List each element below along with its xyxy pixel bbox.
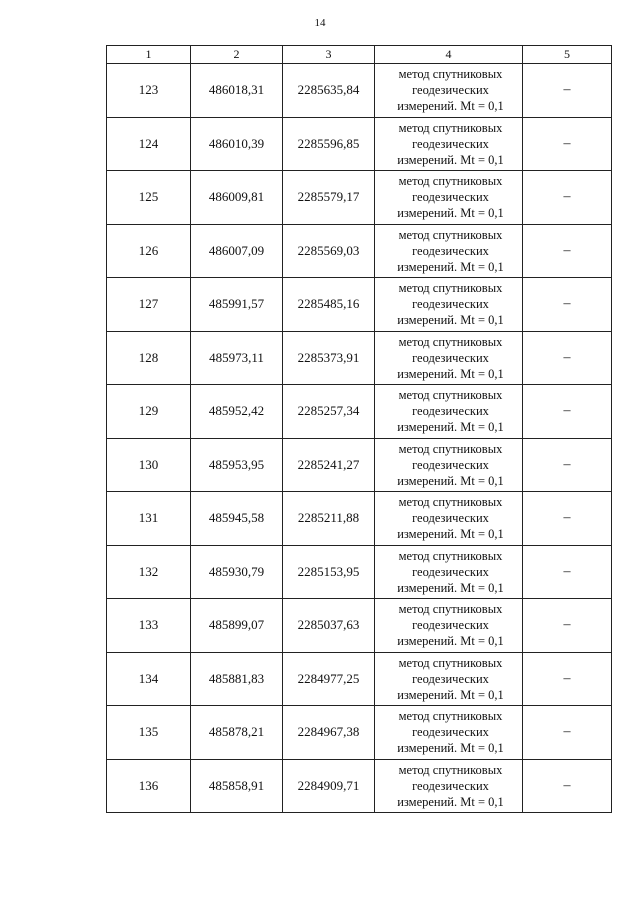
method-line: измерений. Mt = 0,1 [397, 687, 504, 702]
method-cell [375, 438, 523, 492]
point-number-cell: 136 [107, 759, 191, 813]
x-coordinate-cell: 485953,95 [191, 438, 283, 492]
x-coordinate-cell: 486009,81 [191, 171, 283, 225]
method-cell [375, 706, 523, 760]
note-cell: – [523, 385, 612, 439]
method-line: измерений. Mt = 0,1 [397, 152, 504, 167]
note-cell: – [523, 599, 612, 653]
method-line: измерений. Mt = 0,1 [397, 527, 504, 542]
y-coordinate-cell: 2285257,34 [283, 385, 375, 439]
method-line: метод спутниковых [398, 602, 503, 617]
y-coordinate-cell: 2284977,25 [283, 652, 375, 706]
x-coordinate-cell: 485945,58 [191, 492, 283, 546]
method-line: метод спутниковых [398, 388, 503, 403]
method-line: метод спутниковых [398, 120, 503, 135]
y-coordinate-cell: 2284967,38 [283, 706, 375, 760]
method-line: измерений. Mt = 0,1 [397, 366, 504, 381]
method-line: измерений. Mt = 0,1 [397, 634, 504, 649]
method-cell [375, 599, 523, 653]
table-row [107, 331, 612, 385]
note-cell: – [523, 117, 612, 171]
method-cell [375, 278, 523, 332]
note-cell: – [523, 171, 612, 225]
x-coordinate-cell: 485952,42 [191, 385, 283, 439]
point-number-cell: 134 [107, 652, 191, 706]
method-line: метод спутниковых [398, 548, 503, 563]
method-line: измерений. Mt = 0,1 [397, 794, 504, 809]
method-cell [375, 117, 523, 171]
method-line: геодезических [412, 725, 489, 740]
method-line: измерений. Mt = 0,1 [397, 580, 504, 595]
method-line: измерений. Mt = 0,1 [397, 259, 504, 274]
table-row [107, 438, 612, 492]
point-number-cell: 130 [107, 438, 191, 492]
y-coordinate-cell: 2285635,84 [283, 64, 375, 118]
note-cell: – [523, 545, 612, 599]
point-number-cell: 128 [107, 331, 191, 385]
method-line: геодезических [412, 511, 489, 526]
method-line: метод спутниковых [398, 495, 503, 510]
method-line: метод спутниковых [398, 655, 503, 670]
y-coordinate-cell: 2285485,16 [283, 278, 375, 332]
y-coordinate-cell: 2285241,27 [283, 438, 375, 492]
x-coordinate-cell: 486010,39 [191, 117, 283, 171]
y-coordinate-cell: 2284909,71 [283, 759, 375, 813]
method-cell [375, 385, 523, 439]
x-coordinate-cell: 485881,83 [191, 652, 283, 706]
method-line: измерений. Mt = 0,1 [397, 473, 504, 488]
method-line: метод спутниковых [398, 227, 503, 242]
note-cell: – [523, 706, 612, 760]
table-body [107, 64, 612, 813]
table-row [107, 706, 612, 760]
point-number-cell: 133 [107, 599, 191, 653]
coordinates-table [106, 45, 612, 813]
x-coordinate-cell: 485991,57 [191, 278, 283, 332]
y-coordinate-cell: 2285373,91 [283, 331, 375, 385]
y-coordinate-cell: 2285596,85 [283, 117, 375, 171]
table-row [107, 117, 612, 171]
point-number-cell: 127 [107, 278, 191, 332]
header-row [107, 46, 612, 64]
method-cell [375, 331, 523, 385]
x-coordinate-cell: 485899,07 [191, 599, 283, 653]
method-cell [375, 759, 523, 813]
method-line: геодезических [412, 564, 489, 579]
method-cell [375, 492, 523, 546]
method-line: геодезических [412, 136, 489, 151]
method-line: измерений. Mt = 0,1 [397, 206, 504, 221]
y-coordinate-cell: 2285037,63 [283, 599, 375, 653]
method-line: метод спутниковых [398, 441, 503, 456]
method-line: измерений. Mt = 0,1 [397, 313, 504, 328]
header-col-2: 2 [191, 46, 283, 64]
y-coordinate-cell: 2285153,95 [283, 545, 375, 599]
method-cell [375, 171, 523, 225]
table-row [107, 171, 612, 225]
method-line: метод спутниковых [398, 709, 503, 724]
point-number-cell: 124 [107, 117, 191, 171]
method-line: геодезических [412, 618, 489, 633]
point-number-cell: 132 [107, 545, 191, 599]
x-coordinate-cell: 485858,91 [191, 759, 283, 813]
note-cell: – [523, 224, 612, 278]
y-coordinate-cell: 2285579,17 [283, 171, 375, 225]
method-line: измерений. Mt = 0,1 [397, 420, 504, 435]
page-number: 14 [314, 17, 326, 29]
method-line: геодезических [412, 297, 489, 312]
method-line: измерений. Mt = 0,1 [397, 741, 504, 756]
method-line: геодезических [412, 190, 489, 205]
method-line: геодезических [412, 457, 489, 472]
y-coordinate-cell: 2285569,03 [283, 224, 375, 278]
method-line: геодезических [412, 350, 489, 365]
table-row [107, 492, 612, 546]
header-col-5: 5 [523, 46, 612, 64]
table-header [107, 46, 612, 64]
note-cell: – [523, 64, 612, 118]
point-number-cell: 125 [107, 171, 191, 225]
method-line: геодезических [412, 778, 489, 793]
x-coordinate-cell: 485930,79 [191, 545, 283, 599]
point-number-cell: 135 [107, 706, 191, 760]
table-row [107, 385, 612, 439]
point-number-cell: 123 [107, 64, 191, 118]
method-line: измерений. Mt = 0,1 [397, 99, 504, 114]
note-cell: – [523, 652, 612, 706]
method-line: метод спутниковых [398, 67, 503, 82]
method-cell [375, 652, 523, 706]
table-row [107, 652, 612, 706]
method-line: геодезических [412, 404, 489, 419]
header-col-3: 3 [283, 46, 375, 64]
x-coordinate-cell: 486007,09 [191, 224, 283, 278]
x-coordinate-cell: 486018,31 [191, 64, 283, 118]
method-line: метод спутниковых [398, 281, 503, 296]
note-cell: – [523, 759, 612, 813]
note-cell: – [523, 278, 612, 332]
table-row [107, 759, 612, 813]
method-cell [375, 545, 523, 599]
method-cell [375, 224, 523, 278]
y-coordinate-cell: 2285211,88 [283, 492, 375, 546]
point-number-cell: 129 [107, 385, 191, 439]
table-row [107, 599, 612, 653]
note-cell: – [523, 331, 612, 385]
note-cell: – [523, 438, 612, 492]
x-coordinate-cell: 485973,11 [191, 331, 283, 385]
method-cell [375, 64, 523, 118]
table-row [107, 278, 612, 332]
method-line: геодезических [412, 83, 489, 98]
method-line: метод спутниковых [398, 762, 503, 777]
header-col-4: 4 [375, 46, 523, 64]
table-row [107, 545, 612, 599]
point-number-cell: 131 [107, 492, 191, 546]
method-line: метод спутниковых [398, 174, 503, 189]
method-line: геодезических [412, 671, 489, 686]
x-coordinate-cell: 485878,21 [191, 706, 283, 760]
header-col-1: 1 [107, 46, 191, 64]
method-line: метод спутниковых [398, 334, 503, 349]
table-row [107, 224, 612, 278]
method-line: геодезических [412, 243, 489, 258]
note-cell: – [523, 492, 612, 546]
table-row [107, 64, 612, 118]
point-number-cell: 126 [107, 224, 191, 278]
